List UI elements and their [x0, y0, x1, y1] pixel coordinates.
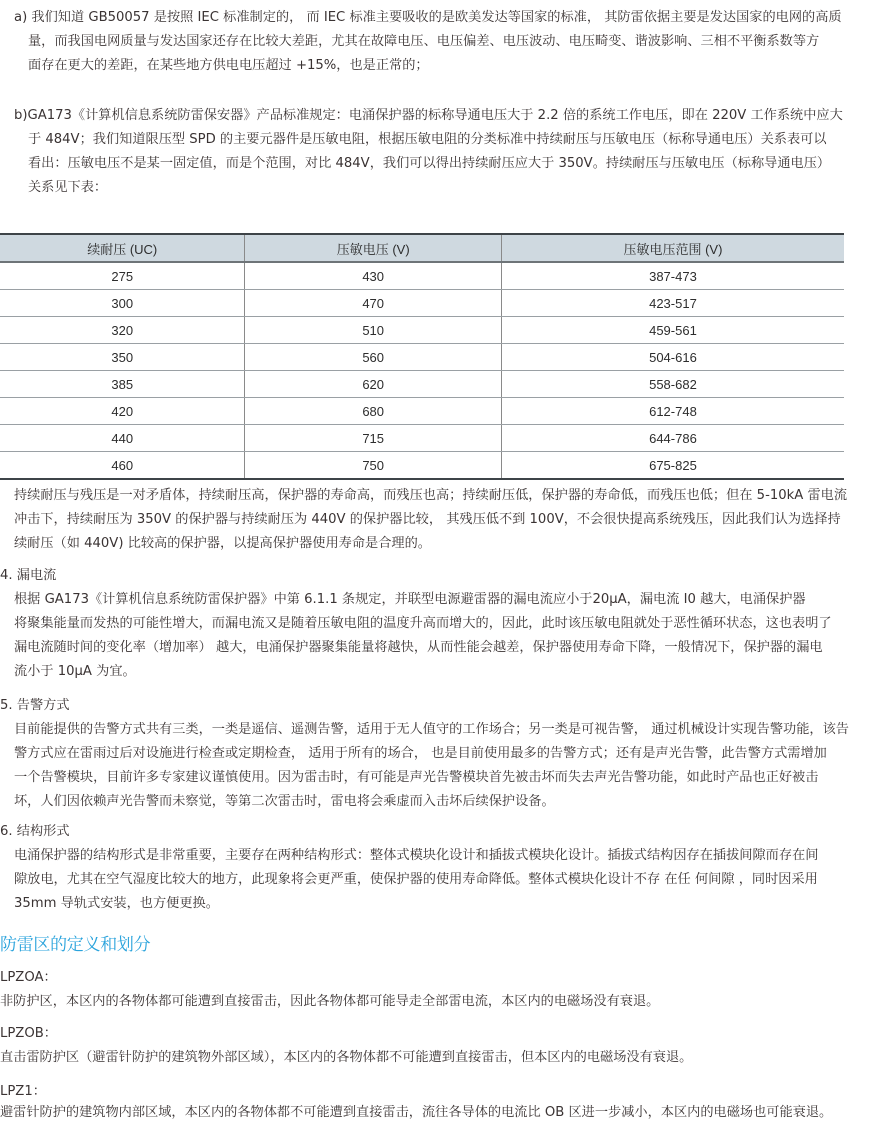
- table-cell: 275: [0, 262, 245, 290]
- paragraph-a-line: 面存在更大的差距，在某些地方供电电压超过 +15%，也是正常的；: [28, 58, 429, 73]
- table-cell: 440: [0, 425, 245, 452]
- table-cell: 470: [245, 290, 501, 317]
- zone-label: LPZ1：: [0, 1084, 46, 1099]
- section-alarm-mode: [0, 694, 849, 814]
- paragraph-c-line: 冲击下，持续耐压为 350V 的保护器与持续耐压为 440V 的保护器比较， 其残压低不到 100V，不会很快提高系统残压，因此我们认为选择持: [14, 512, 841, 527]
- table-cell: 715: [245, 425, 501, 452]
- zone-label: LPZOB：: [0, 1026, 57, 1041]
- voltage-table: [0, 233, 844, 480]
- section-line: 目前能提供的告警方式共有三类，一类是遥信、遥测告警，适用于无人值守的工作场合；另一类是可视告警， 通过机械设计实现告警功能，该告: [14, 722, 849, 737]
- section-line: 漏电流随时间的变化率（增加率） 越大，电涌保护器聚集能量将越快，从而性能会越差，保护器使用寿命下降，一般情况下，保护器的漏电: [14, 640, 823, 655]
- table-row: [0, 425, 844, 452]
- table-row: [0, 452, 844, 480]
- table-cell: 420: [0, 398, 245, 425]
- zone-description: 直击雷防护区（避雷针防护的建筑物外部区域），本区内的各物体都不可能遭到直接雷击，但本区内的电磁场没有衰退。: [0, 1050, 693, 1065]
- table-cell: 387-473: [501, 262, 844, 290]
- table-cell: 612-748: [501, 398, 844, 425]
- section-line: 流小于 10μA 为宜。: [14, 664, 136, 679]
- section-line: 35mm 导轨式安装，也方便更换。: [14, 896, 219, 911]
- table-row: [0, 317, 844, 344]
- table-row: [0, 398, 844, 425]
- table-cell: 350: [0, 344, 245, 371]
- paragraph-c: [14, 484, 847, 556]
- table-cell: 460: [0, 452, 245, 480]
- table-cell: 560: [245, 344, 501, 371]
- section-title: 6. 结构形式: [0, 824, 70, 839]
- section-leakage-current: [0, 564, 832, 684]
- table-row: [0, 344, 844, 371]
- section-line: 根据 GA173《计算机信息系统防雷保护器》中第 6.1.1 条规定，并联型电源避雷器的漏电流应小于20μA，漏电流 I0 越大，电涌保护器: [14, 592, 806, 607]
- paragraph-a-line: a) 我们知道 GB50057 是按照 IEC 标准制定的， 而 IEC 标准主要吸收的是欧美发达等国家的标准， 其防雷依据主要是发达国家的电网的高质: [14, 10, 842, 25]
- table-header-cell: 压敏电压 (V): [245, 234, 501, 262]
- table-header-cell: 压敏电压范围 (V): [501, 234, 844, 262]
- section-line: 电涌保护器的结构形式是非常重要，主要存在两种结构形式：整体式模块化设计和插拔式模块化设计。插拔式结构因存在插拔间隙而存在间: [14, 848, 819, 863]
- zone-label: LPZOA：: [0, 970, 57, 985]
- paragraph-a-line: 量，而我国电网质量与发达国家还存在比较大差距，尤其在故障电压、电压偏差、电压波动、电压畸变、谐波影响、三相不平衡系数等方: [28, 34, 820, 49]
- section-line: 将聚集能量而发热的可能性增大，而漏电流又是随着压敏电阻的温度升高而增大的，因此，此时该压敏电阻就处于恶性循环状态，这也表明了: [14, 616, 832, 631]
- section-structure-form: [0, 820, 818, 916]
- section-line: 警方式应在雷雨过后对设施进行检查或定期检查， 适用于所有的场合， 也是目前使用最多的告警方式；还有是声光告警，此告警方式需增加: [14, 746, 827, 761]
- table-header-row: [0, 234, 844, 262]
- paragraph-a: [14, 6, 842, 78]
- table-row: [0, 371, 844, 398]
- table-cell: 680: [245, 398, 501, 425]
- table-cell: 510: [245, 317, 501, 344]
- paragraph-b-line: b)GA173《计算机信息系统防雷保安器》产品标准规定：电涌保护器的标称导通电压大于 2.2 倍的系统工作电压，即在 220V 工作系统中应大: [14, 108, 843, 123]
- zones-heading: 防雷区的定义和划分: [0, 935, 151, 955]
- table-header-cell: 续耐压 (UC): [0, 234, 245, 262]
- table-cell: 558-682: [501, 371, 844, 398]
- table-cell: 430: [245, 262, 501, 290]
- paragraph-b: [14, 104, 843, 200]
- paragraph-b-line: 于 484V；我们知道限压型 SPD 的主要元器件是压敏电阻，根据压敏电阻的分类标准中持续耐压与压敏电压（标称导通电压）关系表可以: [28, 132, 827, 147]
- table-cell: 675-825: [501, 452, 844, 480]
- section-line: 隙放电，尤其在空气湿度比较大的地方，此现象将会更严重，使保护器的使用寿命降低。整体式模块化设计不存 在任 何间隙 ，同时因采用: [14, 872, 818, 887]
- zone-description: 非防护区，本区内的各物体都可能遭到直接雷击，因此各物体都可能导走全部雷电流，本区内的电磁场没有衰退。: [0, 994, 660, 1009]
- paragraph-c-line: 续耐压（如 440V) 比较高的保护器，以提高保护器使用寿命是合理的。: [14, 536, 431, 551]
- table-cell: 300: [0, 290, 245, 317]
- paragraph-b-line: 关系见下表：: [28, 180, 108, 195]
- table-cell: 385: [0, 371, 245, 398]
- table-cell: 644-786: [501, 425, 844, 452]
- section-title: 5. 告警方式: [0, 698, 70, 713]
- table-row: [0, 290, 844, 317]
- table-cell: 750: [245, 452, 501, 480]
- zone-description: 避雷针防护的建筑物内部区域，本区内的各物体都不可能遭到直接雷击，流往各导体的电流比 OB 区进一步减小，本区内的电磁场也可能衰退。: [0, 1105, 833, 1120]
- table-cell: 320: [0, 317, 245, 344]
- table-cell: 459-561: [501, 317, 844, 344]
- paragraph-c-line: 持续耐压与残压是一对矛盾体，持续耐压高，保护器的寿命高，而残压也高；持续耐压低，保护器的寿命低，而残压也低；但在 5-10kA 雷电流: [14, 488, 848, 503]
- table-cell: 423-517: [501, 290, 844, 317]
- section-title: 4. 漏电流: [0, 568, 57, 583]
- table-cell: 620: [245, 371, 501, 398]
- table-row: [0, 262, 844, 290]
- table-cell: 504-616: [501, 344, 844, 371]
- section-line: 坏，人们因依赖声光告警而未察觉，等第二次雷击时，雷电将会乘虚而入击坏后续保护设备。: [14, 794, 555, 809]
- section-line: 一个告警模块，目前许多专家建议谨慎使用。因为雷击时，有可能是声光告警模块首先被击坏而失去声光告警功能，如此时产品也正好被击: [14, 770, 819, 785]
- paragraph-b-line: 看出：压敏电压不是某一固定值，而是个范围，对比 484V，我们可以得出持续耐压应大于 350V。持续耐压与压敏电压（标称导通电压）: [28, 156, 831, 171]
